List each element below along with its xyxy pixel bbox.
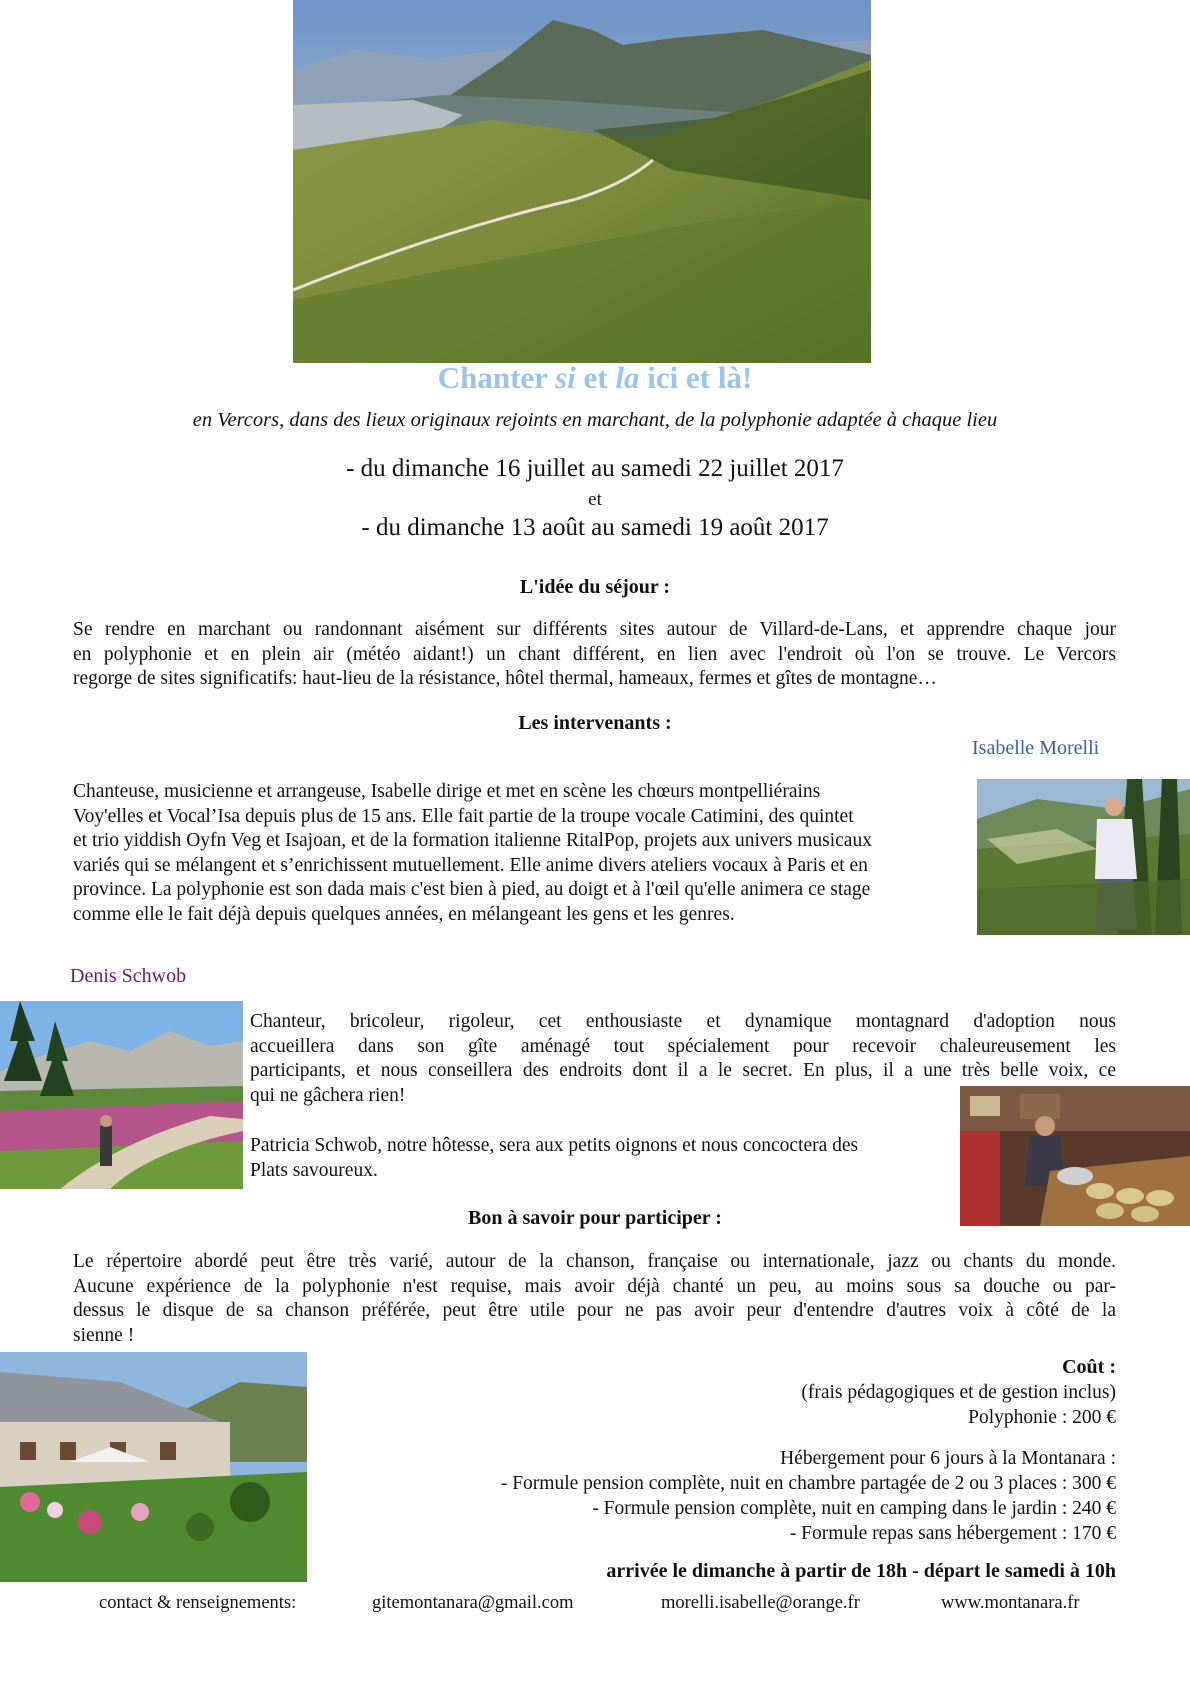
formule-item: - Formule repas sans hébergement : 170 € xyxy=(789,1523,1116,1544)
cout-block xyxy=(380,1354,1116,1584)
contact-email-gite[interactable]: gitemontanara@gmail.com xyxy=(372,1593,574,1613)
bon-paragraph xyxy=(73,1250,1116,1348)
text-line: qui ne gâchera rien! xyxy=(250,1084,406,1106)
subtitle: en Vercors, dans des lieux originaux rejoints en marchant, de la polyphonie adaptée à chaque lieu xyxy=(192,409,998,431)
text-line: province. La polyphonie est son dada mais c'est bien à pied, au doigt et à l'œil qu'elle animera ce stage xyxy=(73,879,871,900)
text-line: en polyphonie et en plein air (météo aidant!) un chant différent, en lien avec l'endroit où l'on se trouve. Le Vercors xyxy=(73,643,1116,665)
isabelle-paragraph xyxy=(73,780,978,927)
text-line: Aucune expérience de la polyphonie n'est requise, mais avoir déjà chanté un peu, au moins sous sa douche ou par- xyxy=(73,1275,1116,1297)
text-line: Le répertoire abordé peut être très varié, autour de la chanson, française ou internationale, jazz ou chants du monde. xyxy=(73,1251,1116,1272)
date-second-session: - du dimanche 13 août au samedi 19 août 2017 xyxy=(361,514,829,541)
contact-label: contact & renseignements: xyxy=(99,1593,297,1613)
text-line: accueillera dans son gîte aménagé tout spécialement pour recevoir chaleureusement les xyxy=(250,1035,1116,1057)
section-heading-cout: Coût : xyxy=(1062,1356,1116,1378)
denis-hiking-photo xyxy=(0,1001,243,1189)
arrivee-depart: arrivée le dimanche à partir de 18h - départ le samedi à 10h xyxy=(606,1560,1116,1582)
isabelle-photo xyxy=(977,779,1190,935)
text-line: participants, et nous conseillera des endroits dont il a le secret. En plus, il a une très belle voix, ce xyxy=(250,1060,1116,1081)
title-part: ici et là! xyxy=(639,360,753,395)
contact-email-isabelle[interactable]: morelli.isabelle@orange.fr xyxy=(661,1593,860,1613)
text-line: dessus le disque de sa chanson préférée, peut être utile pour ne pas avoir peur d'entendre d'autres voix à côté de la xyxy=(73,1300,1116,1321)
hebergement-title: Hébergement pour 6 jours à la Montanara : xyxy=(780,1448,1116,1469)
text-line: Chanteuse, musicienne et arrangeuse, Isabelle dirige et met en scène les chœurs montpelliérains xyxy=(73,781,821,802)
text-line: Voy'elles et Vocal’Isa depuis plus de 15 ans. Elle fait partie de la troupe vocale Catimini, des quintet xyxy=(73,805,854,827)
title-part-la: la xyxy=(615,360,640,395)
section-heading-idee: L'idée du séjour : xyxy=(519,576,671,598)
isabelle-name: Isabelle Morelli xyxy=(972,737,1100,759)
text-line: Plats savoureux. xyxy=(250,1159,378,1181)
text-line: Patricia Schwob, notre hôtesse, sera aux petits oignons et nous concoctera des xyxy=(250,1135,859,1156)
text-line: regorge de sites significatifs: haut-lieu de la résistance, hôtel thermal, hameaux, fermes et gîtes de montagne… xyxy=(73,668,937,689)
header-landscape-photo xyxy=(293,0,871,363)
page-title xyxy=(0,360,1190,396)
text-line: comme elle le fait déjà depuis quelques années, en mélangeant les gens et les genres. xyxy=(73,903,735,925)
cout-note: (frais pédagogiques et de gestion inclus) xyxy=(801,1382,1116,1403)
section-heading-bon-a-savoir: Bon à savoir pour participer : xyxy=(468,1207,722,1229)
patricia-kitchen-photo xyxy=(960,1086,1190,1226)
text-line: sienne ! xyxy=(73,1324,135,1346)
patricia-paragraph xyxy=(250,1134,950,1183)
cout-polyphonie: Polyphonie : 200 € xyxy=(968,1407,1116,1428)
text-line: et trio yiddish Oyfn Veg et Isajoan, et de la formation italienne RitalPop, projets aux univers musicaux xyxy=(73,830,872,851)
denis-name: Denis Schwob xyxy=(70,965,187,987)
formule-item: - Formule pension complète, nuit en chambre partagée de 2 ou 3 places : 300 € xyxy=(500,1473,1116,1494)
text-line: Se rendre en marchant ou randonnant aisément sur différents sites autour de Villard-de-Lans, et apprendre chaque jour xyxy=(73,619,1116,640)
gite-house-photo xyxy=(0,1352,307,1582)
text-line: variés qui se mélangent et s’enrichissent mutuellement. Elle anime divers ateliers vocaux à Paris et en xyxy=(73,854,868,876)
section-heading-intervenants: Les intervenants : xyxy=(518,712,672,734)
title-part-si: si xyxy=(555,360,576,395)
title-part: Chanter xyxy=(437,360,556,395)
contact-website[interactable]: www.montanara.fr xyxy=(941,1593,1080,1613)
text-line: Chanteur, bricoleur, rigoleur, cet enthousiaste et dynamique montagnard d'adoption nous xyxy=(250,1011,1116,1032)
title-part: et xyxy=(575,360,616,395)
date-first-session: - du dimanche 16 juillet au samedi 22 juillet 2017 xyxy=(346,455,844,482)
date-connector: et xyxy=(588,489,602,510)
idee-paragraph xyxy=(73,618,1116,692)
formule-item: - Formule pension complète, nuit en camping dans le jardin : 240 € xyxy=(592,1498,1116,1519)
